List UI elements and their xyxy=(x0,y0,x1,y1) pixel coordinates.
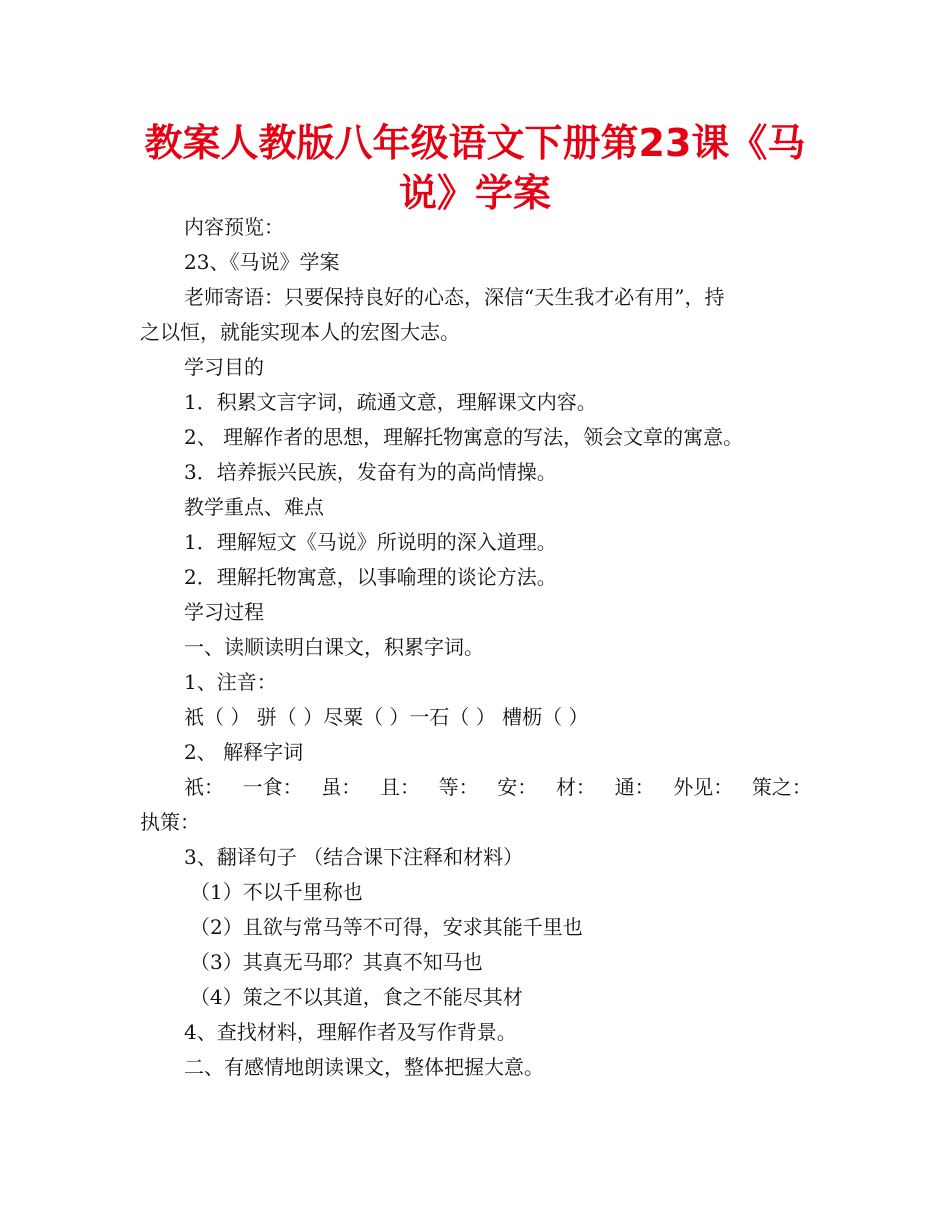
goal-item: 3．培养振兴民族，发奋有为的高尚情操。 xyxy=(184,460,557,484)
goal-item: 1．积累文言字词，疏通文意，理解课文内容。 xyxy=(184,390,597,414)
process-step: 二、有感情地朗读课文，整体把握大意。 xyxy=(184,1055,544,1079)
title-line-1: 教案人教版八年级语文下册第23课《马 xyxy=(144,121,806,165)
explain-word: 虽： xyxy=(321,775,362,799)
explain-word: 材： xyxy=(555,775,596,799)
explain-word: 祇： xyxy=(184,775,224,799)
explain-word: 且： xyxy=(379,775,420,799)
document-title xyxy=(120,118,830,218)
explain-word: 等： xyxy=(438,775,479,799)
goals-heading: 学习目的 xyxy=(184,355,264,379)
goal-item: 2、 理解作者的思想，理解托物寓意的写法，领会文章的寓意。 xyxy=(184,425,744,449)
key-point-item: 1．理解短文《马说》所说明的深入道理。 xyxy=(184,530,557,554)
process-step: 一、读顺读明白课文，积累字词。 xyxy=(184,635,484,659)
key-point-item: 2．理解托物寓意，以事喻理的谈论方法。 xyxy=(184,565,557,589)
research-item: 4、查找材料，理解作者及写作背景。 xyxy=(184,1020,517,1044)
sentence-item: （2）且欲与常马等不可得，安求其能千里也 xyxy=(190,915,583,939)
explain-word: 外见： xyxy=(673,775,734,799)
preview-label: 内容预览： xyxy=(184,215,284,239)
explain-label: 2、 解释字词 xyxy=(184,740,304,764)
process-heading: 学习过程 xyxy=(184,600,264,624)
explain-word: 通： xyxy=(614,775,655,799)
explain-word: 一食： xyxy=(242,775,303,799)
explain-words-row xyxy=(140,770,812,805)
lesson-title: 23、《马说》学案 xyxy=(184,250,340,274)
translate-label: 3、翻译句子 （结合课下注释和材料） xyxy=(184,845,524,869)
title-line-2: 说》学案 xyxy=(398,171,551,215)
sentence-item: （3）其真无马耶？其真不知马也 xyxy=(190,950,483,974)
teacher-message-line-2: 之以恒，就能实现本人的宏图大志。 xyxy=(140,320,460,344)
phonetic-items: 祇（ ） 骈（ ）尽粟（ ）一石（ ） 槽枥（ ） xyxy=(184,705,589,729)
teacher-message-line-1: 老师寄语：只要保持良好的心态，深信“天生我才必有用”，持 xyxy=(184,285,725,309)
explain-word: 策之： xyxy=(751,775,812,799)
key-points-heading: 教学重点、难点 xyxy=(184,495,324,519)
explain-word-last: 执策： xyxy=(140,810,200,834)
document-body xyxy=(140,210,812,1085)
sentence-item: （4）策之不以其道，食之不能尽其材 xyxy=(190,985,523,1009)
phonetic-label: 1、注音： xyxy=(184,670,277,694)
sentence-item: （1）不以千里称也 xyxy=(190,880,363,904)
explain-word: 安： xyxy=(497,775,538,799)
